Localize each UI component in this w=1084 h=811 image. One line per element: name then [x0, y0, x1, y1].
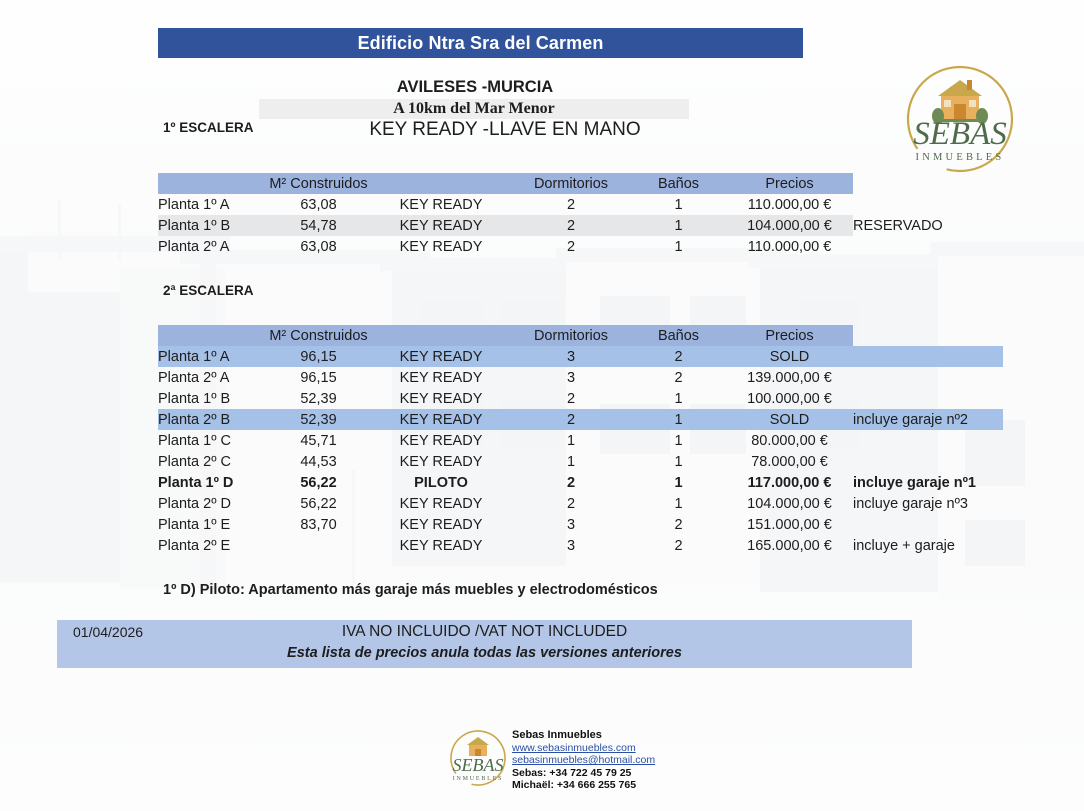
- cell-bedrooms: 3: [566, 516, 576, 533]
- contact-phone-michael: Michaël: +34 666 255 765: [512, 779, 637, 792]
- cell-bathrooms: 2: [631, 346, 726, 367]
- cell-unit: Planta 1º D: [158, 474, 234, 491]
- cell-bathrooms: 1: [674, 390, 683, 407]
- cell-bedrooms: 3: [566, 369, 576, 386]
- subtitle-location: AVILESES -MURCIA: [396, 78, 554, 96]
- contact-website[interactable]: www.sebasinmuebles.com: [512, 741, 636, 754]
- column-header-price: Precios: [765, 175, 814, 192]
- cell-status: KEY READY: [399, 516, 483, 533]
- cell-status: PILOTO: [414, 474, 468, 491]
- cell-bedrooms: 2: [511, 215, 631, 236]
- table-row: [158, 430, 1003, 451]
- cell-price: 78.000,00 €: [751, 453, 828, 470]
- cell-m2: [266, 535, 371, 556]
- cell-note: incluye garaje nº2: [853, 409, 1003, 430]
- cell-unit: Planta 1º B: [158, 390, 231, 407]
- cell-unit: Planta 2º D: [158, 495, 232, 512]
- table-header-row: [158, 173, 1003, 194]
- cell-unit: Planta 1º E: [158, 516, 231, 533]
- cell-note: incluye + garaje: [853, 537, 955, 554]
- cell-status: KEY READY: [399, 390, 483, 407]
- svg-text:INMUEBLES: INMUEBLES: [915, 152, 1005, 163]
- cell-bathrooms: 1: [631, 215, 726, 236]
- table-row: [158, 535, 1003, 556]
- cell-note: [853, 514, 1003, 535]
- cell-bathrooms: 1: [674, 495, 683, 512]
- column-header-unit: [158, 173, 266, 194]
- disclaimer-text: Esta lista de precios anula todas las versiones anteriores: [287, 645, 682, 661]
- contact-phone-sebas: Sebas: +34 722 45 79 25: [512, 766, 632, 779]
- table-row: [158, 409, 1003, 430]
- cell-bathrooms: 1: [631, 409, 726, 430]
- cell-price: 165.000,00 €: [747, 537, 832, 554]
- cell-bathrooms: 1: [674, 453, 683, 470]
- table-body-escalera-1: [158, 194, 1003, 257]
- cell-price: SOLD: [726, 346, 853, 367]
- cell-bathrooms: 1: [674, 238, 683, 255]
- svg-text:INMUEBLES: INMUEBLES: [452, 776, 504, 782]
- table-row: [158, 367, 1003, 388]
- house-icon: [467, 737, 489, 756]
- contact-email[interactable]: sebasinmuebles@hotmail.com: [512, 754, 656, 767]
- cell-m2: 56,22: [300, 495, 337, 512]
- cell-bedrooms: 2: [566, 196, 576, 213]
- cell-status: KEY READY: [399, 537, 483, 554]
- table-row: [158, 451, 1003, 472]
- cell-bedrooms: 3: [566, 537, 576, 554]
- cell-status: KEY READY: [371, 409, 511, 430]
- table-row: [158, 388, 1003, 409]
- column-header-bathrooms: Baños: [657, 175, 700, 192]
- price-list-date: 01/04/2026: [73, 624, 144, 640]
- cell-note: [853, 346, 1003, 367]
- column-header-bedrooms: Dormitorios: [533, 327, 609, 344]
- cell-price: 104.000,00 €: [747, 495, 832, 512]
- vat-notice: IVA NO INCLUIDO /VAT NOT INCLUDED: [341, 623, 628, 640]
- cell-unit: Planta 1º A: [158, 196, 230, 213]
- cell-status: KEY READY: [399, 432, 483, 449]
- cell-status: KEY READY: [399, 495, 483, 512]
- column-header-price: Precios: [765, 327, 814, 344]
- column-header-status: [371, 173, 511, 194]
- cell-note: [853, 430, 1003, 451]
- cell-m2: 63,08: [300, 238, 337, 255]
- column-header-m2: M² Construidos: [269, 327, 368, 344]
- cell-m2: 63,08: [300, 196, 337, 213]
- cell-m2: 52,39: [300, 390, 337, 407]
- piloto-note: 1º D) Piloto: Apartamento más garaje más muebles y electrodomésticos: [163, 582, 658, 598]
- table-row: [158, 194, 1003, 215]
- cell-price: 151.000,00 €: [747, 516, 832, 533]
- column-header-bathrooms: Baños: [657, 327, 700, 344]
- cell-price: 117.000,00 €: [747, 474, 832, 491]
- cell-bedrooms: 2: [566, 474, 576, 491]
- table-row: [158, 514, 1003, 535]
- cell-bedrooms: 2: [566, 495, 576, 512]
- table-row: [158, 215, 1003, 236]
- column-header-unit: [158, 325, 266, 346]
- cell-price: SOLD: [726, 409, 853, 430]
- column-header-bedrooms: Dormitorios: [533, 175, 609, 192]
- cell-unit: Planta 2º A: [158, 369, 230, 386]
- cell-m2: 96,15: [266, 346, 371, 367]
- cell-unit: Planta 1º A: [158, 346, 266, 367]
- cell-note: [853, 388, 1003, 409]
- price-table-escalera-2: [158, 325, 1003, 556]
- cell-bathrooms: 1: [674, 474, 683, 491]
- column-header-m2: M² Construidos: [269, 175, 368, 192]
- svg-text:SEBAS: SEBAS: [452, 755, 504, 775]
- footer-logo: [442, 726, 514, 790]
- cell-m2: 44,53: [300, 453, 337, 470]
- company-logo: [880, 62, 1040, 177]
- contact-company: Sebas Inmuebles: [512, 729, 602, 741]
- subtitle-key-ready: KEY READY -LLAVE EN MANO: [369, 119, 641, 140]
- cell-m2: 83,70: [300, 516, 337, 533]
- cell-note: [853, 451, 1003, 472]
- cell-note: [853, 194, 1003, 215]
- cell-m2: 52,39: [266, 409, 371, 430]
- cell-bedrooms: 1: [566, 453, 576, 470]
- cell-unit: Planta 2º C: [158, 453, 232, 470]
- table-row: [158, 346, 1003, 367]
- cell-status: KEY READY: [371, 215, 511, 236]
- table-row: [158, 236, 1003, 257]
- table-row: [158, 493, 1003, 514]
- document-title: Edificio Ntra Sra del Carmen: [158, 28, 803, 58]
- cell-bathrooms: 2: [674, 537, 683, 554]
- cell-bathrooms: 1: [674, 432, 683, 449]
- cell-m2: 54,78: [266, 215, 371, 236]
- cell-unit: Planta 1º C: [158, 432, 232, 449]
- cell-price: 104.000,00 €: [726, 215, 853, 236]
- cell-price: 100.000,00 €: [747, 390, 832, 407]
- cell-status: KEY READY: [399, 196, 483, 213]
- section-label-escalera-2: 2ª ESCALERA: [163, 283, 254, 298]
- cell-unit: Planta 2º B: [158, 409, 266, 430]
- cell-bedrooms: 3: [511, 346, 631, 367]
- cell-price: 139.000,00 €: [747, 369, 832, 386]
- cell-note: [853, 367, 1003, 388]
- cell-price: 80.000,00 €: [751, 432, 828, 449]
- cell-bedrooms: 1: [566, 432, 576, 449]
- table-body-escalera-2: [158, 346, 1003, 556]
- cell-price: 110.000,00 €: [747, 196, 832, 213]
- cell-m2: 45,71: [300, 432, 337, 449]
- cell-status: KEY READY: [399, 238, 483, 255]
- subtitle-distance: A 10km del Mar Menor: [393, 100, 555, 117]
- cell-unit: Planta 2º A: [158, 238, 230, 255]
- cell-status: KEY READY: [371, 346, 511, 367]
- table-row: [158, 472, 1003, 493]
- section-label-escalera-1: 1º ESCALERA: [163, 120, 254, 135]
- cell-status: KEY READY: [399, 453, 483, 470]
- cell-price: 110.000,00 €: [747, 238, 832, 255]
- cell-bedrooms: 2: [511, 409, 631, 430]
- cell-unit: Planta 2º E: [158, 537, 231, 554]
- cell-bedrooms: 2: [566, 238, 576, 255]
- cell-note: incluye garaje nº1: [853, 474, 976, 491]
- cell-status: KEY READY: [399, 369, 483, 386]
- cell-note: [853, 236, 1003, 257]
- cell-m2: 96,15: [300, 369, 337, 386]
- cell-bathrooms: 1: [674, 196, 683, 213]
- table-header-row: [158, 325, 1003, 346]
- cell-bathrooms: 2: [674, 516, 683, 533]
- cell-m2: 56,22: [300, 474, 337, 491]
- cell-bedrooms: 2: [566, 390, 576, 407]
- column-header-status: [371, 325, 511, 346]
- contact-block: [512, 729, 655, 792]
- cell-unit: Planta 1º B: [158, 215, 266, 236]
- cell-note: RESERVADO: [853, 217, 943, 234]
- price-table-escalera-1: [158, 173, 1003, 257]
- cell-note: incluye garaje nº3: [853, 495, 968, 512]
- cell-bathrooms: 2: [674, 369, 683, 386]
- svg-text:SEBAS: SEBAS: [913, 116, 1007, 152]
